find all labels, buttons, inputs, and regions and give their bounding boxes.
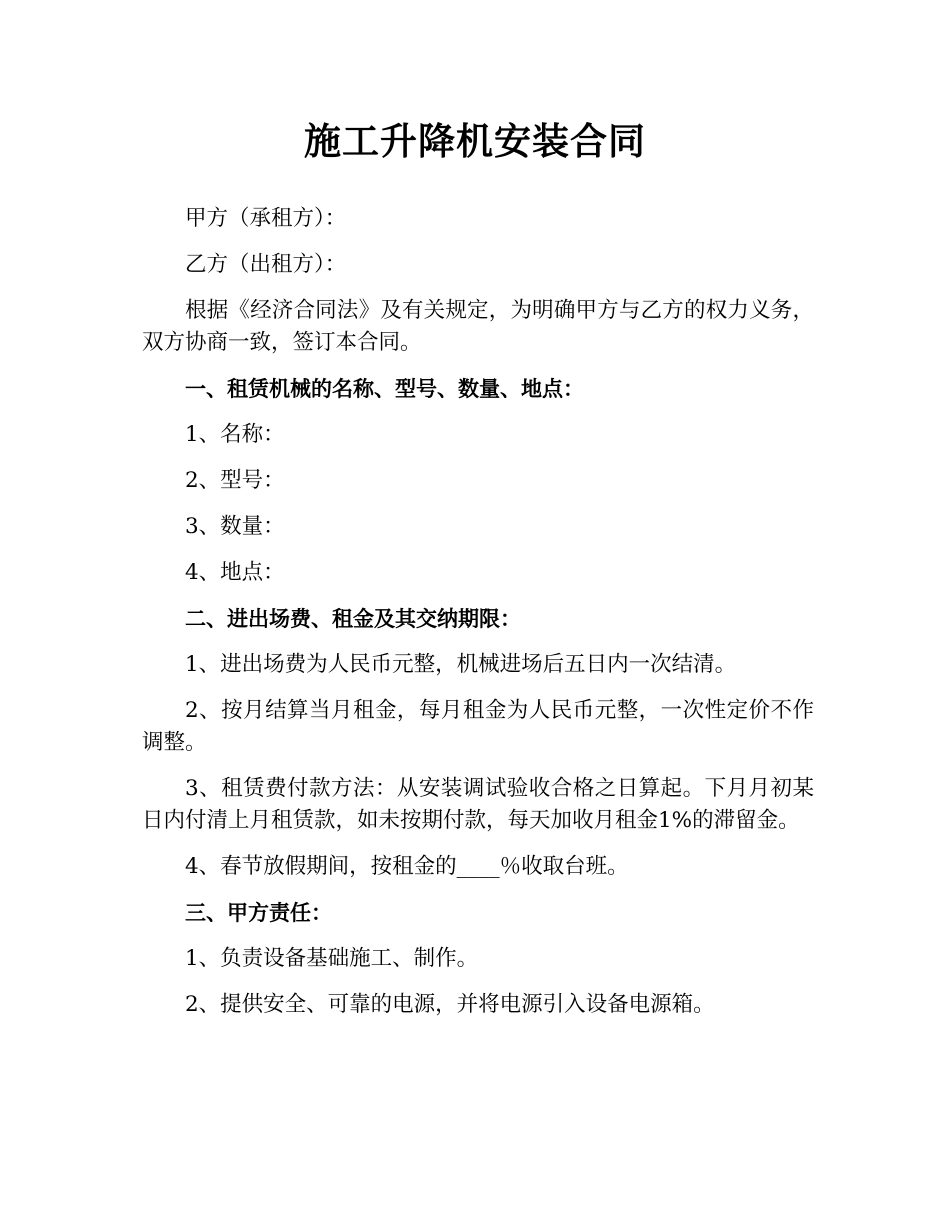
- item-model: 2、型号：: [185, 468, 285, 493]
- item-name: 1、名称：: [185, 422, 285, 447]
- item-quantity: 3、数量：: [185, 514, 285, 539]
- preamble-paragraph: 根据《经济合同法》及有关规定，为明确甲方与乙方的权力义务，双方协商一致，签订本合同。: [142, 298, 814, 355]
- section-heading-1: 一、租赁机械的名称、型号、数量、地点：: [185, 377, 584, 401]
- item-location: 4、地点：: [185, 560, 285, 585]
- fee-clause-2: 2、按月结算当月租金，每月租金为人民币元整，一次性定价不作调整。: [142, 698, 814, 755]
- fee-clause-3: 3、租赁费付款方法：从安装调试验收合格之日算起。下月月初某日内付清上月租赁款，如未按期付款，每天加收月租金1%的滞留金。: [142, 776, 814, 833]
- section-heading-2: 二、进出场费、租金及其交纳期限：: [185, 607, 521, 631]
- duty-clause-2: 2、提供安全、可靠的电源，并将电源引入设备电源箱。: [185, 992, 715, 1017]
- fee-clause-1: 1、进出场费为人民币元整，机械进场后五日内一次结清。: [185, 652, 737, 677]
- fee-clause-4: 4、春节放假期间，按租金的____％收取台班。: [185, 854, 629, 879]
- duty-clause-1: 1、负责设备基础施工、制作。: [185, 946, 479, 971]
- party-a-line: 甲方（承租方）：: [185, 206, 347, 231]
- document-body: [142, 203, 814, 1035]
- party-b-line: 乙方（出租方）：: [185, 252, 347, 277]
- document-title: 施工升降机安装合同: [304, 120, 646, 163]
- section-heading-3: 三、甲方责任：: [185, 901, 332, 925]
